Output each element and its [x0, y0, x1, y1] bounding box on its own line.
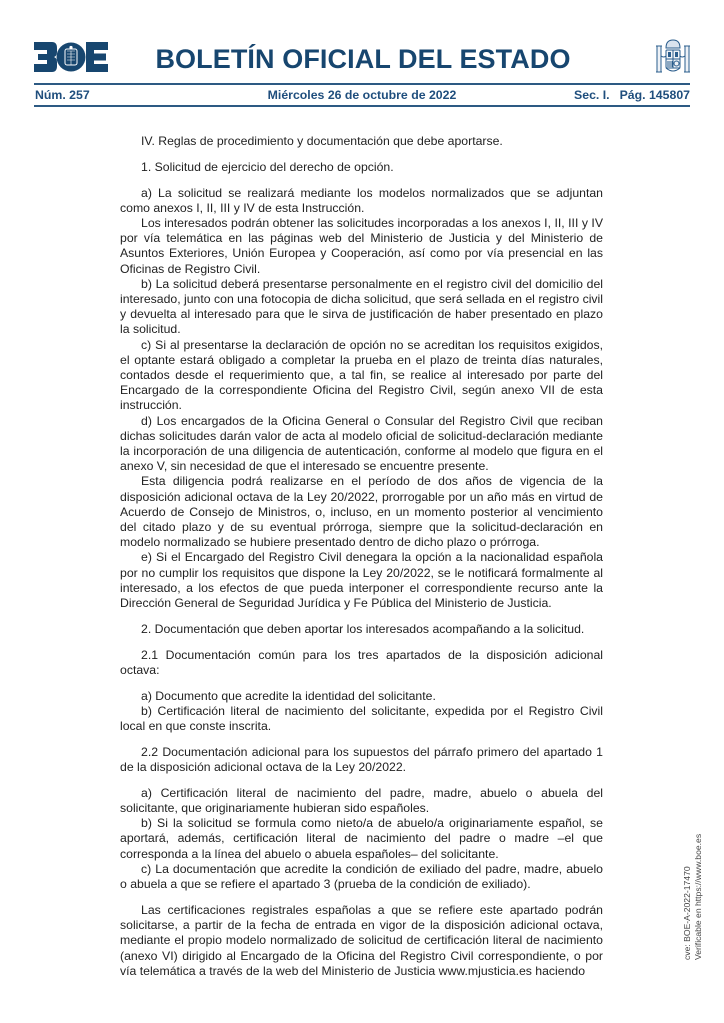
paragraph-certificaciones: Las certificaciones registrales españolas a que se refiere este apartado podrán solicitarse, a partir de la fecha de entrada en vigor de la disposición adicional octava, mediante el propio modelo normalizado de solicitud de certificación literal de nacimiento (anexo VI) dirigido al Encargado de la Oficina del Registro Civil correspondiente, o por vía telemática a través de la web del Ministerio de Justicia www.mjusticia.es haciendo [120, 902, 603, 978]
verification-sidebar [682, 800, 704, 960]
paragraph-2-2b: b) Si la solicitud se formula como nieto/a de abuelo/a originariamente español, se aportará, además, certificación literal de nacimiento del padre o madre –el que corresponda a la línea del abuelo o abuela españoles– del solicitante. [120, 816, 603, 861]
header-rule-bottom [34, 105, 690, 107]
publication-title: BOLETÍN OFICIAL DEL ESTADO [155, 44, 571, 74]
subheading-1: 1. Solicitud de ejercicio del derecho de opción. [141, 159, 394, 174]
subheading-2-2: 2.2 Documentación adicional para los supuestos del párrafo primero del apartado 1 de la disposición adicional octava de la Ley 20/2022. [120, 744, 603, 775]
subheading-2-1: 2.1 Documentación común para los tres apartados de la disposición adicional octava: [120, 647, 603, 677]
issue-date: Miércoles 26 de octubre de 2022 [267, 88, 457, 102]
paragraph-1c: c) Si al presentarse la declaración de opción no se acreditan los requisitos exigidos, el optante estará obligado a completar la prueba en el plazo de treinta días naturales, contados desde el requerimiento que, a tal fin, se realice al interesado por parte del Encargado de la correspondiente Oficina del Registro Civil, según anexo VII de esta instrucción. [120, 337, 603, 413]
subheading-2: 2. Documentación que deben aportar los interesados acompañando a la solicitud. [141, 621, 585, 636]
paragraph-1a: a) La solicitud se realizará mediante los modelos normalizados que se adjuntan como anexos I, II, III y IV de esta Instrucción. [120, 185, 603, 215]
paragraph-1d: d) Los encargados de la Oficina General o Consular del Registro Civil que reciban dichas solicitudes darán valor de acta al modelo oficial de solicitud-declaración mediante la incorporación de una diligencia de autenticación, conforme al modelo que figura en el anexo V, sin necesidad de que el interesado se encuentre presente. [120, 413, 603, 474]
section-label: Sec. I. [574, 88, 610, 102]
paragraph-2-1a: a) Documento que acredite la identidad del solicitante. [141, 688, 436, 703]
coat-of-arms-icon [654, 38, 692, 80]
header-rule-top [34, 83, 690, 85]
verification-link[interactable]: Verificable en https://www.boe.es [693, 833, 703, 960]
paragraph-1d-continued: Esta diligencia podrá realizarse en el período de dos años de vigencia de la disposición adicional octava de la Ley 20/2022, prorrogable por un año más en virtud de Acuerdo de Consejo de Ministros, o, incluso, en un momento posterior al vencimiento del citado plazo y de su eventual prórroga, siempre que la solicitud-declaración en modelo normalizado se hubiere presentado dentro de dicho plazo o prórroga. [120, 474, 603, 550]
paragraph-2-2a: a) Certificación literal de nacimiento del padre, madre, abuelo o abuela del solicitante, que originariamente hubieran sido españoles. [120, 785, 603, 816]
section-heading-iv: IV. Reglas de procedimiento y documentación que debe aportarse. [141, 134, 503, 148]
issue-number: Núm. 257 [35, 88, 90, 102]
boe-logo [34, 42, 108, 72]
page-number: Pág. 145807 [619, 88, 690, 102]
paragraph-1b: b) La solicitud deberá presentarse personalmente en el registro civil del domicilio del interesado, junto con una fotocopia de dicha solicitud, que será sellada en el registro civil y devuelta al interesado para que le sirva de justificación de haber presentado en plazo la solicitud. [120, 276, 603, 337]
paragraph-1a-continued: Los interesados podrán obtener las solicitudes incorporadas a los anexos I, II, III y IV por vía telemática en las páginas web del Ministerio de Justicia y del Ministerio de Asuntos Exteriores, Unión Europea y Cooperación, así como por vía presencial en las Oficinas de Registro Civil. [120, 216, 603, 276]
section-page [574, 88, 690, 102]
cve-code: cve: BOE-A-2022-17470 [682, 866, 692, 960]
paragraph-2-2c: c) La documentación que acredite la condición de exiliado del padre, madre, abuelo o abuela a que se refiere el apartado 3 (prueba de la condición de exiliado). [120, 861, 603, 892]
paragraph-2-1b: b) Certificación literal de nacimiento del solicitante, expedida por el Registro Civil local en que conste inscrita. [120, 703, 603, 734]
document-body [120, 134, 603, 979]
paragraph-1e: e) Si el Encargado del Registro Civil denegara la opción a la nacionalidad española por no cumplir los requisitos que dispone la Ley 20/2022, se le notificará formalmente al interesado, a los efectos de que pueda interponer el correspondiente recurso ante la Dirección General de Seguridad Jurídica y Fe Pública del Ministerio de Justicia. [120, 550, 603, 611]
